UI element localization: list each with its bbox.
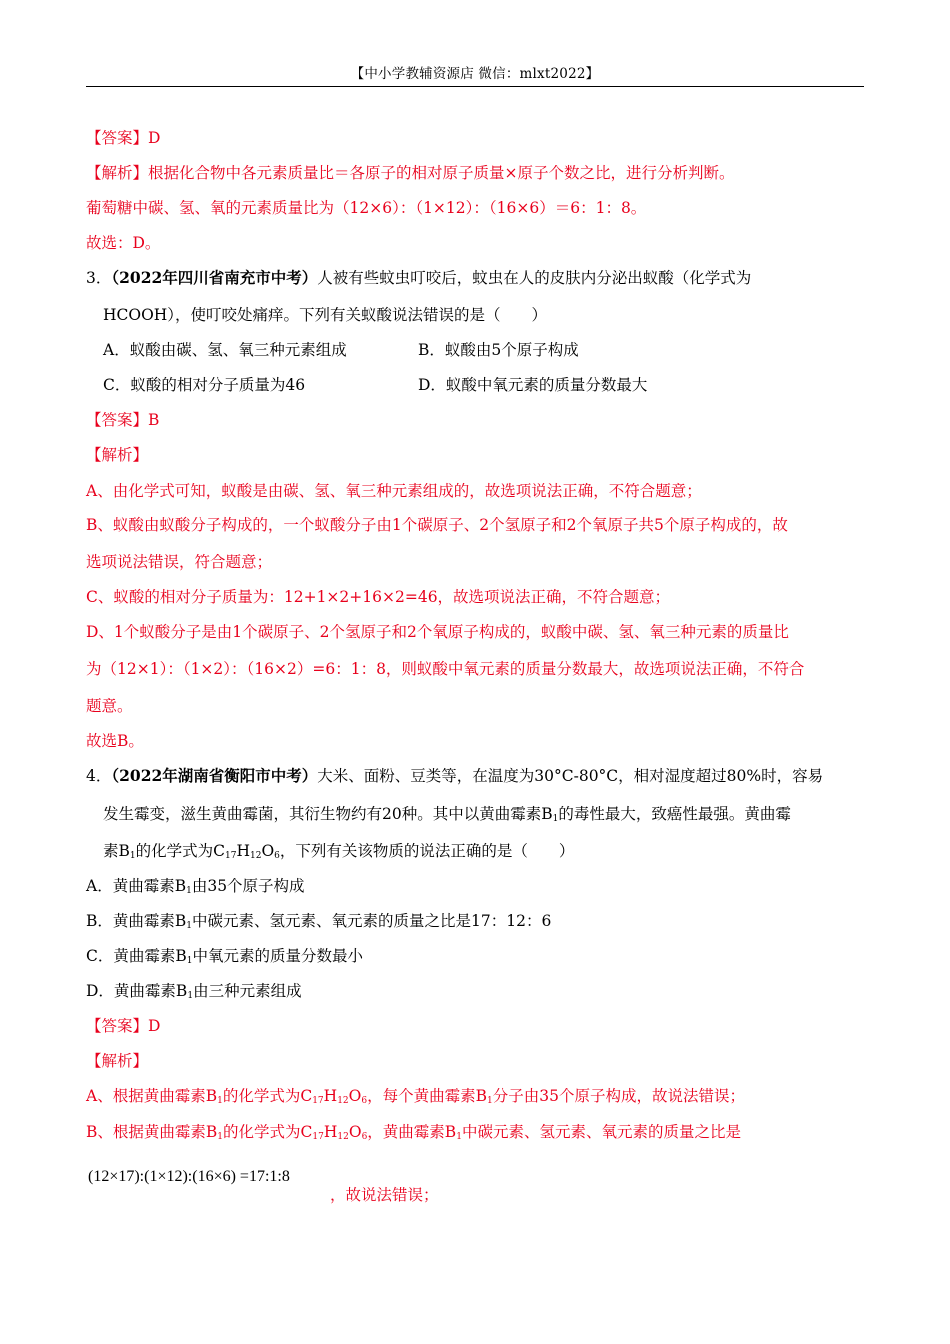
q4-analysis-b (86, 1121, 741, 1143)
q4-stem-text-2b: 的毒性最大，致癌性最强。黄曲霉 (558, 805, 791, 823)
q3-analysis-c: C、蚁酸的相对分子质量为：12+1×2+16×2=46，故选项说法正确，不符合题意； (86, 588, 671, 606)
q4-analysis-a-text-6: 分子由35个原子构成，故说法错误； (492, 1087, 745, 1105)
q3-analysis-b-line-1: B、蚁酸由蚁酸分子构成的，一个蚁酸分子由1个碳原子、2个氢原子和2个氧原子共5个原子构成的，故 (86, 516, 788, 534)
q4-option-d-text-1: D．黄曲霉素B (86, 982, 188, 1000)
q4-answer: 【答案】D (86, 1017, 161, 1035)
q4-analysis-a (86, 1085, 745, 1107)
subscript: 1 (186, 886, 192, 896)
q4-analysis-b-text-2: 的化学式为C (223, 1123, 313, 1141)
q4-stem-line-3 (103, 840, 574, 862)
subscript: 12 (337, 1096, 349, 1106)
q3-answer: 【答案】B (86, 411, 160, 429)
header-divider (86, 86, 864, 87)
q3-option-c: C．蚁酸的相对分子质量为46 (103, 376, 306, 394)
q3-analysis-b-line-2: 选项说法错误，符合题意； (86, 553, 273, 571)
q4-analysis-a-text-2: 的化学式为C (222, 1087, 313, 1105)
q2-analysis-line-1: 【解析】根据化合物中各元素质量比＝各原子的相对原子质量×原子个数之比，进行分析判断。 (86, 164, 735, 182)
q3-conclusion: 故选B。 (86, 732, 144, 750)
page-header: 【中小学教辅资源店 微信：mlxt2022】 (350, 66, 600, 82)
q4-stem-text-3b: 的化学式为C (135, 842, 225, 860)
q3-number: 3． (86, 269, 112, 287)
q4-source: （2022年湖南省衡阳市中考） (111, 766, 318, 785)
q2-analysis-line-2: 葡萄糖中碳、氢、氧的元素质量比为（12×6）：（1×12）：（16×6）＝6：1：8。 (86, 199, 647, 217)
subscript: 6 (361, 1096, 368, 1106)
q4-stem-text-3d: O (261, 842, 275, 860)
q4-option-c-text-2: 中氧元素的质量分数最小 (192, 947, 364, 965)
q3-option-b: B．蚁酸由5个原子构成 (418, 341, 579, 359)
q3-analysis-d-line-1: D、1个蚁酸分子是由1个碳原子、2个氢原子和2个氧原子构成的，蚁酸中碳、氢、氧三种元素的质量比 (86, 623, 789, 641)
subscript: 17 (312, 1096, 324, 1106)
q4-stem-text-2a: 发生霉变，滋生黄曲霉菌，其衍生物约有20种。其中以黄曲霉素B (103, 805, 553, 823)
q3-analysis-d-line-3: 题意。 (86, 697, 133, 715)
q4-option-a-text-1: A．黄曲霉素B (86, 877, 187, 895)
subscript: 17 (312, 1132, 324, 1142)
q4-stem-text-3e: ，下列有关该物质的说法正确的是（ ） (279, 842, 575, 860)
q4-option-a-text-2: 由35个原子构成 (191, 877, 305, 895)
q4-stem-text-3a: 素B (103, 842, 130, 860)
q4-option-b (86, 910, 551, 932)
subscript: 1 (217, 1132, 224, 1142)
q4-analysis-label: 【解析】 (86, 1052, 149, 1070)
q4-analysis-a-text-1: A、根据黄曲霉素B (86, 1087, 218, 1105)
subscript: 1 (552, 814, 559, 824)
q4-option-d-text-2: 由三种元素组成 (193, 982, 302, 1000)
subscript: 1 (456, 1132, 462, 1142)
q2-answer: 【答案】D (86, 129, 161, 147)
subscript: 1 (129, 851, 136, 861)
subscript: 1 (186, 921, 193, 931)
q3-analysis-a: A、由化学式可知，蚁酸是由碳、氢、氧三种元素组成的，故选项说法正确，不符合题意； (86, 482, 702, 500)
q4-analysis-b-text-3: H (323, 1123, 338, 1141)
subscript: 12 (249, 851, 262, 861)
subscript: 6 (274, 851, 280, 861)
q3-analysis-d-line-2: 为（12×1）：（1×2）：（16×2）=6：1：8，则蚁酸中氧元素的质量分数最大，故选项说法正确，不符合 (86, 660, 805, 678)
q4-stem-line-2 (103, 803, 791, 825)
subscript: 12 (337, 1132, 349, 1142)
q4-analysis-b-text-4: O (348, 1123, 362, 1141)
q4-number: 4． (86, 767, 112, 785)
q4-analysis-b-text-1: B、根据黄曲霉素B (86, 1123, 218, 1141)
q4-stem-text-3c: H (236, 842, 250, 860)
subscript: 6 (361, 1132, 368, 1142)
formula-conclusion: ，故说法错误； (330, 1186, 439, 1204)
subscript: 17 (225, 851, 237, 861)
q4-analysis-a-text-5: ，每个黄曲霉素B (367, 1087, 487, 1105)
q3-stem-line-2: HCOOH），使叮咬处痛痒。下列有关蚁酸说法错误的是（ ） (103, 306, 548, 324)
q3-stem-text-1: 人被有些蚊虫叮咬后，蚊虫在人的皮肤内分泌出蚁酸（化学式为 (317, 269, 752, 287)
q4-analysis-a-text-4: O (348, 1087, 362, 1105)
q4-option-b-text-2: 中碳元素、氢元素、氧元素的质量之比是17：12：6 (192, 912, 552, 930)
q4-stem-line-1 (86, 765, 823, 787)
q4-stem-text-1: 大米、面粉、豆类等，在温度为30°C-80°C，相对湿度超过80%时，容易 (317, 767, 824, 785)
q4-option-d (86, 980, 302, 1002)
q4-analysis-b-text-5: ，黄曲霉素B (367, 1123, 457, 1141)
q3-option-a: A．蚁酸由碳、氢、氧三种元素组成 (103, 341, 347, 359)
q2-conclusion: 故选：D。 (86, 234, 161, 252)
q3-source: （2022年四川省南充市中考） (111, 268, 318, 287)
q3-analysis-label: 【解析】 (86, 446, 149, 464)
q3-stem-line-1 (86, 267, 751, 289)
q4-option-c-text-1: C．黄曲霉素B (86, 947, 187, 965)
subscript: 1 (186, 956, 193, 966)
subscript: 1 (187, 991, 194, 1001)
q4-analysis-a-text-3: H (323, 1087, 338, 1105)
subscript: 1 (487, 1096, 493, 1106)
q4-analysis-b-text-6: 中碳元素、氢元素、氧元素的质量之比是 (461, 1123, 741, 1141)
q4-option-c (86, 945, 363, 967)
q4-option-a (86, 875, 305, 897)
q4-option-b-text-1: B．黄曲霉素B (86, 912, 187, 930)
subscript: 1 (217, 1096, 223, 1106)
q3-option-d: D．蚁酸中氧元素的质量分数最大 (418, 376, 648, 394)
mass-ratio-formula: (12×17):(1×12):(16×6) =17:1:8 (88, 1168, 290, 1185)
